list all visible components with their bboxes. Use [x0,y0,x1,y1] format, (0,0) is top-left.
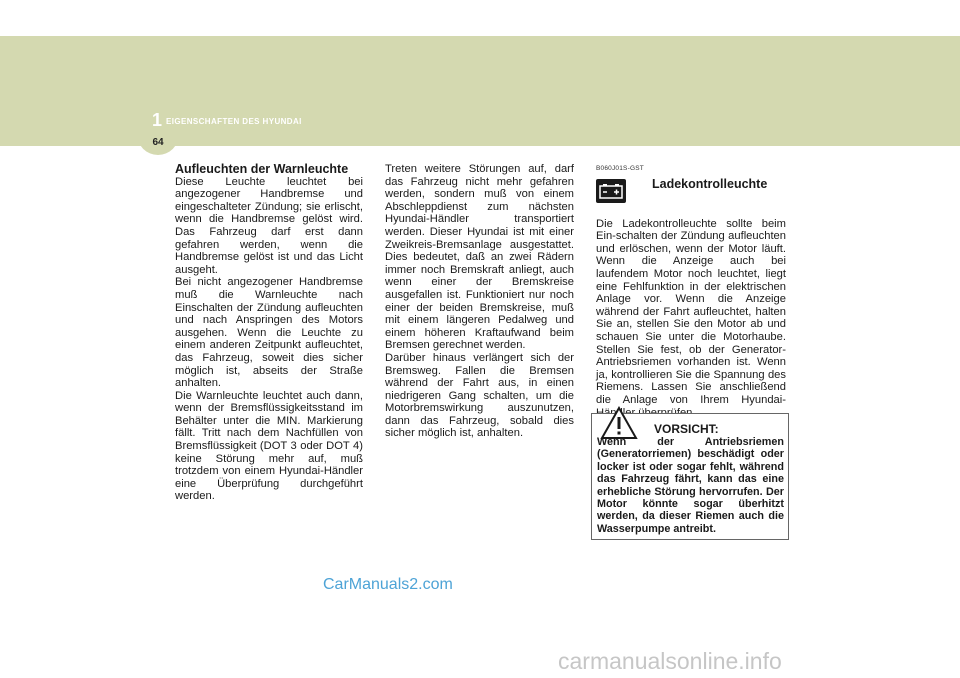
section-title-ladekontrolleuchte: Ladekontrolleuchte [652,177,768,192]
battery-icon [596,179,626,203]
paragraph: Darüber hinaus verlängert sich der Bremsweg. Fallen die Bremsen während der Fahrt aus, in einen niedrigeren Gang schalten, um die Motorbremswirkung auszunutzen, dann das Fahrzeug, sobald dies sicher möglich ist, anhalten. [385,351,574,440]
paragraph: Bei nicht angezogener Handbremse muß die Warnleuchte nach Einschalten der Zündung aufleuchten und nach Anspringen des Motors ausgehen. Wenn die Leuchte zu einem anderen Zeitpunkt aufleuchtet, das Fahrzeug, soweit dies sicher möglich ist, abseits der Straße anhalten. [175,276,363,390]
paragraph: Diese Leuchte leuchtet bei angezogener Handbremse und eingeschalteter Zündung; sie erlischt, wenn die Handbremse gelöst wird. Das Fahrzeug darf erst dann gefahren werden, wenn die Handbremse gelöst ist und das Licht ausgeht. [175,175,363,276]
warning-box [591,413,789,540]
column-1 [175,163,363,503]
warning-heading: VORSICHT: [654,422,719,436]
watermark-carmanuals2: CarManuals2.com [323,576,453,593]
page-number: 64 [152,137,164,148]
section-code: B060J01S-GST [596,165,644,172]
column-2 [385,163,574,440]
paragraph: Die Warnleuchte leuchtet auch dann, wenn der Bremsflüssigkeitsstand im Behälter unter die MIN. Markierung fällt. Tritt nach dem Nachfüllen von Bremsflüssigkeit (DOT 3 oder DOT 4) keine Störung mehr auf, muß trotzdem von einem Hyundai-Händler eine Überprüfung durchgeführt werden. [175,389,363,503]
header-band [0,36,960,146]
watermark-carmanualsonline: carmanualsonline.info [558,648,782,674]
paragraph: Die Ladekontrolleuchte sollte beim Ein-schalten der Zündung aufleuchten und erlöschen, wenn der Motor läuft. Wenn die Anzeige auch bei laufendem Motor noch leuchtet, liegt eine Fehlfunktion in der elektrischen Anlage vor. Wenn die Anzeige während der Fahrt aufleuchtet, halten Sie an, stellen Sie den Motor ab und schauen Sie unter die Motorhaube. Stellen Sie fest, ob der Generator-Antriebsriemen vorhanden ist. Wenn ja, kontrollieren Sie die Spannung des Riemens. Lassen Sie anschließend die Anlage von Ihrem Hyundai- [596,217,786,406]
chapter-number: 1 [152,110,163,130]
section-title-warnleuchte: Aufleuchten der Warnleuchte [175,162,349,176]
column-3 [596,163,786,419]
warning-text: Wenn der Antriebsriemen (Generatorriemen) beschädigt oder locker ist oder sogar fehlt, während das Fahrzeug fährt, kann das eine erhebliche Störung hervorrufen. Der Motor könnte sogar überhitzt werden, da dieser Riemen auch die Wasserpumpe antreibt. [597,436,784,535]
chapter-title: EIGENSCHAFTEN DES HYUNDAI [166,117,302,126]
section-heading-row [596,178,786,204]
paragraph: Treten weitere Störungen auf, darf das Fahrzeug nicht mehr gefahren werden, sondern muß von einem Abschleppdienst zum nächsten Hyundai-Händler transportiert werden. Dieser Hyundai ist mit einer Zweikreis-Bremsanlage ausgestattet. Dies bedeutet, daß an zwei Rädern immer noch Bremskraft anliegt, auch wenn einer der Bremskreise ausgefallen ist. Funktioniert nur noch einer der beiden Bremskreise, muß mit einem längeren Pedalweg und einem höheren Kraftaufwand beim Bremsen gerechnet werden. [385,163,574,352]
